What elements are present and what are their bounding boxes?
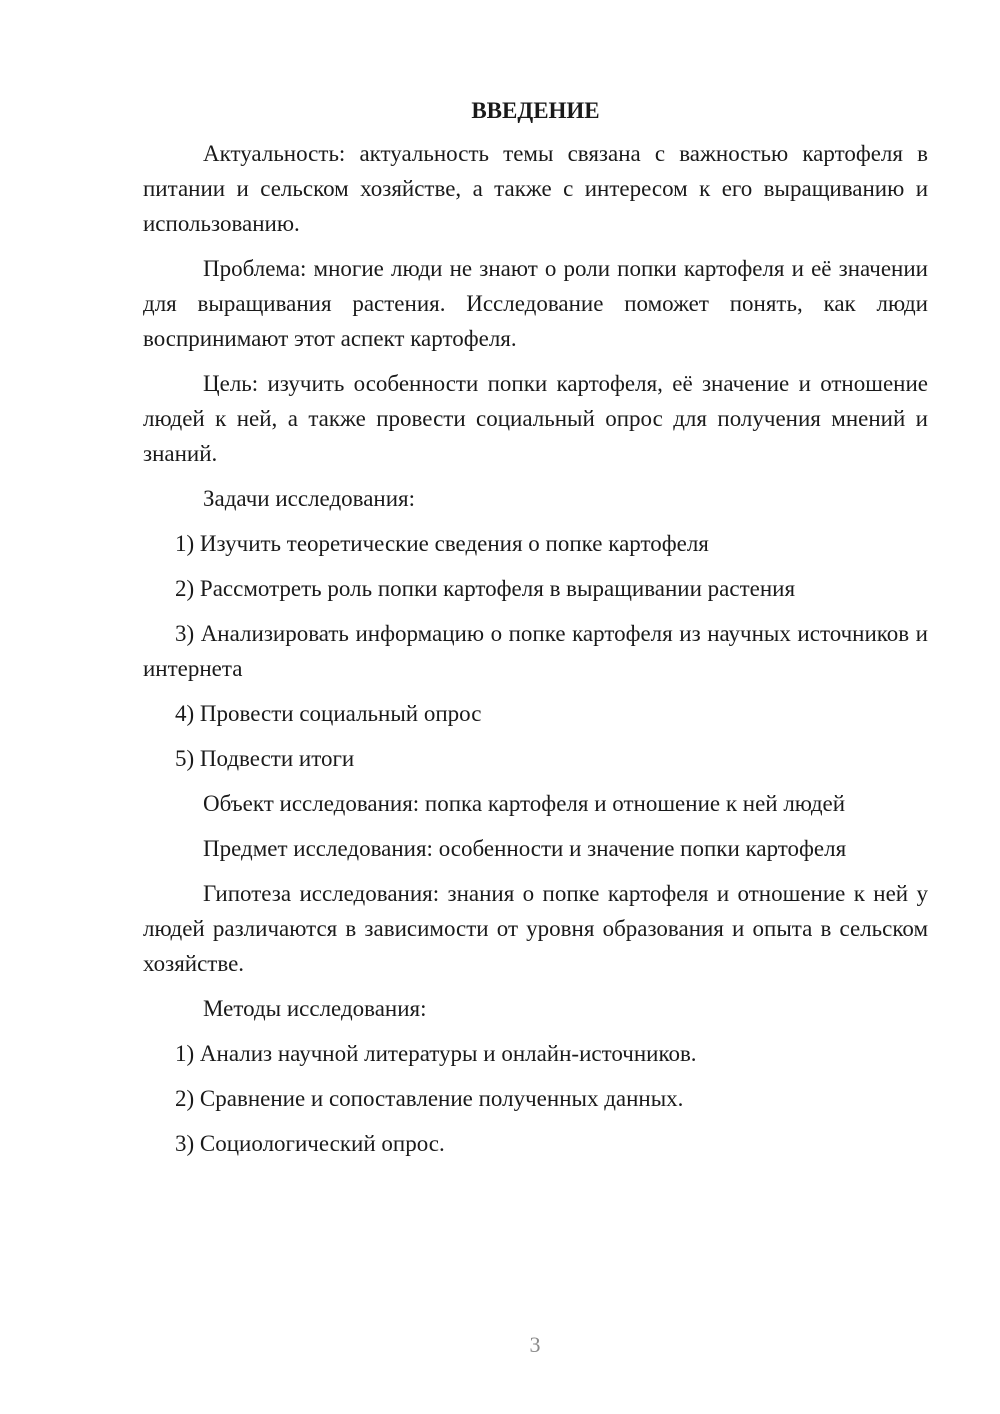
hypothesis-paragraph: Гипотеза исследования: знания о попке картофеля и отношение к ней у людей различаются в зависимости от уровня образования и опыта в сельском хозяйстве. <box>143 881 928 976</box>
method-item: 3) Социологический опрос. <box>175 1131 445 1156</box>
task-item: 2) Рассмотреть роль попки картофеля в выращивании растения <box>175 576 796 601</box>
problem-paragraph: Проблема: многие люди не знают о роли попки картофеля и её значении для выращивания растения. Исследование поможет понять, как люди воспринимают этот аспект картофеля. <box>143 256 928 351</box>
subject-paragraph: Предмет исследования: особенности и значение попки картофеля <box>203 836 847 861</box>
object-paragraph: Объект исследования: попка картофеля и отношение к ней людей <box>203 791 846 816</box>
method-item: 2) Сравнение и сопоставление полученных данных. <box>175 1086 684 1111</box>
page-title: ВВЕДЕНИЕ <box>471 98 600 123</box>
goal-paragraph: Цель: изучить особенности попки картофеля, её значение и отношение людей к ней, а также провести социальный опрос для получения мнений и знаний. <box>143 371 928 466</box>
task-item: 3) Анализировать информацию о попке картофеля из научных источников и интернета <box>143 621 928 681</box>
task-item: 4) Провести социальный опрос <box>175 701 482 726</box>
tasks-heading: Задачи исследования: <box>203 486 416 511</box>
page-number: 3 <box>529 1332 541 1357</box>
page-content <box>143 96 928 1171</box>
methods-heading: Методы исследования: <box>203 996 427 1021</box>
task-item: 1) Изучить теоретические сведения о попке картофеля <box>175 531 709 556</box>
method-item: 1) Анализ научной литературы и онлайн-источников. <box>175 1041 697 1066</box>
task-item: 5) Подвести итоги <box>175 746 355 771</box>
relevance-paragraph: Актуальность: актуальность темы связана с важностью картофеля в питании и сельском хозяйстве, а также с интересом к его выращиванию и использованию. <box>143 141 928 236</box>
